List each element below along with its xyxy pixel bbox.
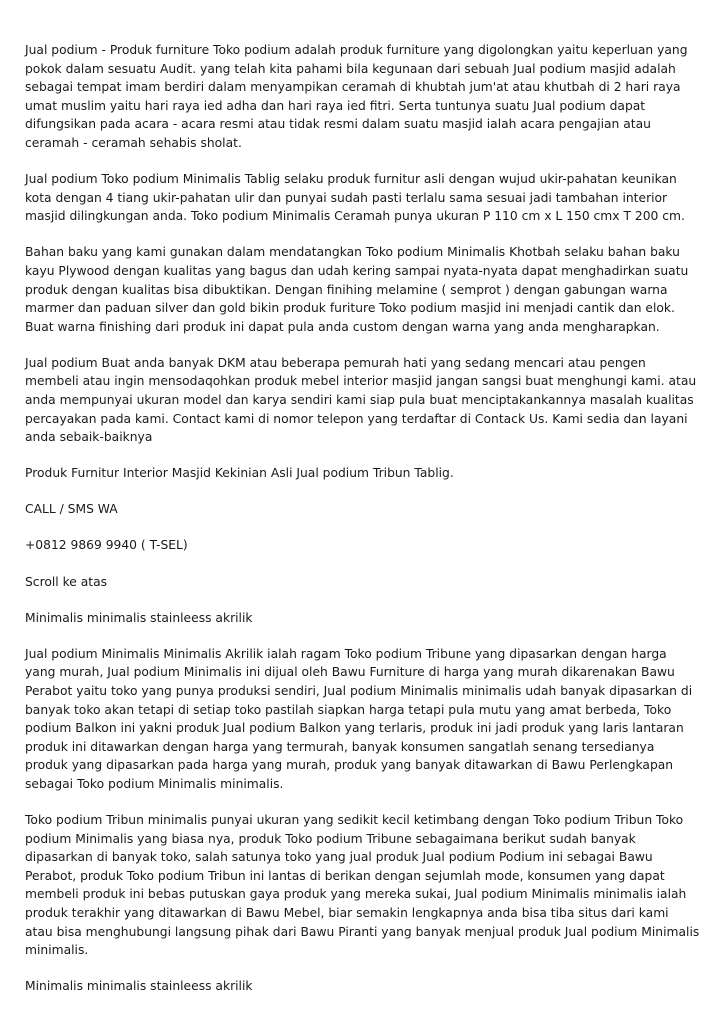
paragraph-akrilik: Jual podium Minimalis Minimalis Akrilik ialah ragam Toko podium Tribune yang dipasarkan dengan harga yang murah, Jual podium Minimalis ini dijual oleh Bawu Furniture di harga yang murah dikarenakan Bawu Perabot yaitu toko yang punya produksi sendiri, Jual podium Minimalis minimalis udah banyak dipasarkan di banyak toko akan tetapi di setiap toko pastilah siapkan harga tetapi pula mutu yang amat berbeda, Toko podium Balkon ini yakni produk Jual podium Balkon yang terlaris, produk ini jadi produk yang laris lantaran produk ini ditawarkan dengan harga yang termurah, banyak konsumen sangatlah senang tersedianya produk yang dipasarkan pada harga yang murah, produk yang banyak ditawarkan di Bawu Perlengkapan sebagai Toko podium Minimalis minimalis. <box>25 646 693 791</box>
paragraph-phone-number: +0812 9869 9940 ( T-SEL) <box>25 538 188 553</box>
paragraph-subheading-2: Minimalis minimalis stainleess akrilik <box>25 979 253 994</box>
paragraph-subheading-1: Minimalis minimalis stainleess akrilik <box>25 610 253 625</box>
paragraph-call-label: CALL / SMS WA <box>25 502 118 517</box>
paragraph-intro: Jual podium - Produk furniture Toko podium adalah produk furniture yang digolongkan yaitu keperluan yang pokok dalam sesuatu Audit. yang telah kita pahami bila kegunaan dari sebuah Jual podium masjid adalah sebagai tempat imam berdiri dalam menyampikan ceramah di khubtah jum'at atau khutbah di 2 hari raya umat muslim yaitu hari raya ied adha dan hari raya ied fitri. Serta tuntunya suatu Jual podium dapat difungsikan pada acara - acara resmi atau tidak resmi dalam suatu masjid ialah acara pengajian atau ceramah - ceramah sehabis sholat. <box>25 43 688 150</box>
paragraph-tablig: Jual podium Toko podium Minimalis Tablig selaku produk furnitur asli dengan wujud ukir-pahatan keunikan kota dengan 4 tiang ukir-pahatan ulir dan punyai sudah pasti terlalu sama sesuai jadi tambahan interior masjid dilingkungan anda. Toko podium Minimalis Ceramah punya ukuran P 110 cm x L 150 cmx T 200 cm. <box>25 172 685 224</box>
paragraph-scroll-top: Scroll ke atas <box>25 574 108 589</box>
paragraph-product-heading: Produk Furnitur Interior Masjid Kekinian Asli Jual podium Tribun Tablig. <box>25 466 454 481</box>
document-body <box>25 41 700 1013</box>
paragraph-contact: Jual podium Buat anda banyak DKM atau beberapa pemurah hati yang sedang mencari atau pengen membeli atau ingin mensodaqohkan produk mebel interior masjid jangan sangsi buat menghungi kami. atau anda mempunyai ukuran model dan karya sendiri kami siap pula buat menciptakankannya masalah kualitas percayakan pada kami. Contact kami di nomor telepon yang terdaftar di Contack Us. Kami sedia dan layani anda sebaik-baiknya <box>25 355 697 445</box>
paragraph-tribun: Toko podium Tribun minimalis punyai ukuran yang sedikit kecil ketimbang dengan Toko podium Tribun Toko podium Minimalis yang biasa nya, produk Toko podium Tribune sebagaimana berikut sudah banyak dipasarkan di banyak toko, salah satunya toko yang jual produk Jual podium Podium ini sebagai Bawu Perabot, produk Toko podium Tribun ini lantas di berikan dengan sejumlah mode, konsumen yang dapat membeli produk ini bebas putuskan gaya produk yang mereka sukai, Jual podium Minimalis minimalis ialah produk terakhir yang ditawarkan di Bawu Mebel, biar semakin lengkapnya anda bisa tiba situs dari kami atau bisa menghubungi langsung pihak dari Bawu Piranti yang banyak menjual produk Jual podium Minimalis minimalis. <box>25 813 700 958</box>
paragraph-material: Bahan baku yang kami gunakan dalam mendatangkan Toko podium Minimalis Khotbah selaku bahan baku kayu Plywood dengan kualitas yang bagus dan udah kering sampai nyata-nyata dapat menghadirkan suatu produk dengan kualitas bisa dibuktikan. Dengan finihing melamine ( semprot ) dengan gabungan warna marmer dan paduan silver dan gold bikin produk furiture Toko podium masjid ini menjadi cantik dan elok. Buat warna finishing dari produk ini dapat pula anda custom dengan warna yang anda mengharapkan. <box>25 245 689 334</box>
